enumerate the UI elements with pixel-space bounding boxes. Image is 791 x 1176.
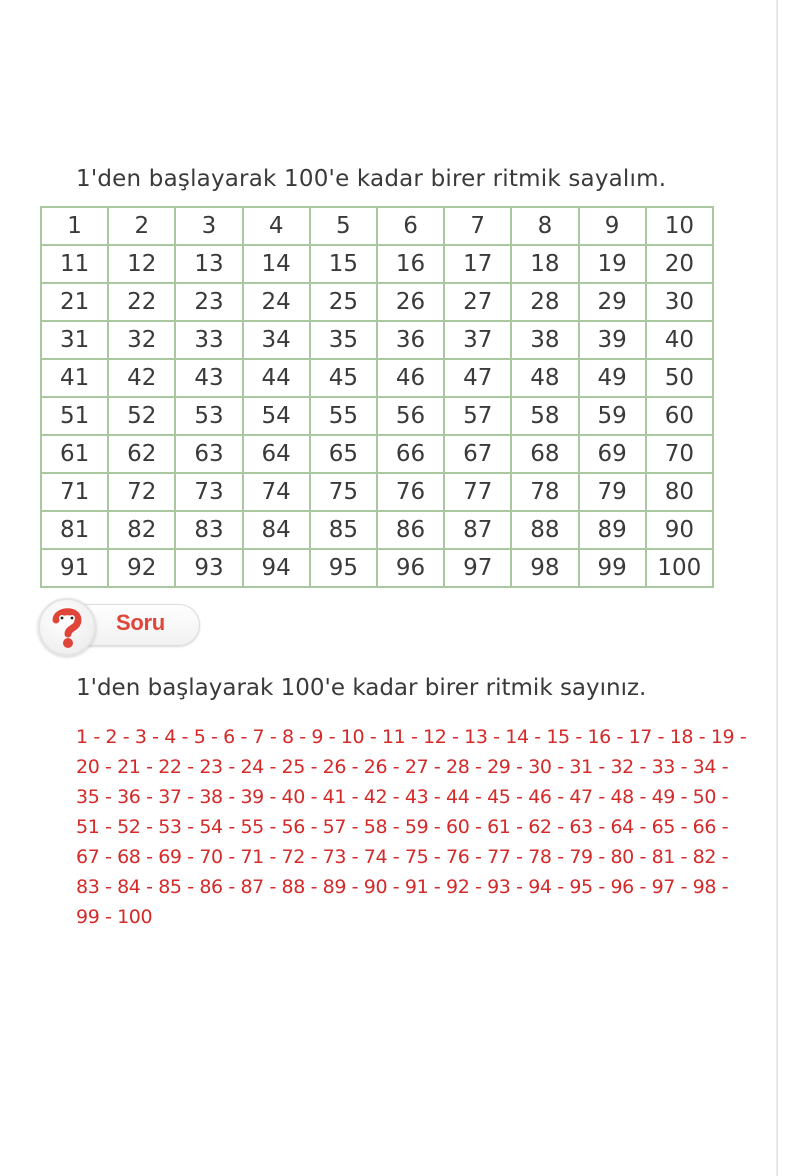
grid-cell: 45 xyxy=(310,359,377,397)
number-grid xyxy=(40,206,714,588)
answer-line: 20 - 21 - 22 - 23 - 24 - 25 - 26 - 26 - 27 - 28 - 29 - 30 - 31 - 32 - 33 - 34 - xyxy=(76,756,729,778)
grid-cell: 26 xyxy=(377,283,444,321)
grid-cell: 46 xyxy=(377,359,444,397)
grid-cell: 6 xyxy=(377,207,444,245)
question-text: 1'den başlayarak 100'e kadar birer ritmik sayınız. xyxy=(76,675,647,701)
grid-cell: 80 xyxy=(646,473,713,511)
grid-cell: 83 xyxy=(175,511,242,549)
grid-cell: 94 xyxy=(243,549,310,587)
grid-row xyxy=(41,473,713,511)
grid-cell: 69 xyxy=(579,435,646,473)
grid-cell: 49 xyxy=(579,359,646,397)
grid-cell: 73 xyxy=(175,473,242,511)
grid-cell: 54 xyxy=(243,397,310,435)
answer-text xyxy=(76,722,791,932)
grid-cell: 33 xyxy=(175,321,242,359)
grid-cell: 98 xyxy=(511,549,578,587)
grid-cell: 72 xyxy=(108,473,175,511)
grid-cell: 70 xyxy=(646,435,713,473)
grid-cell: 57 xyxy=(444,397,511,435)
page-edge xyxy=(776,0,778,1176)
grid-cell: 63 xyxy=(175,435,242,473)
grid-cell: 17 xyxy=(444,245,511,283)
grid-cell: 64 xyxy=(243,435,310,473)
grid-cell: 97 xyxy=(444,549,511,587)
grid-cell: 19 xyxy=(579,245,646,283)
grid-cell: 51 xyxy=(41,397,108,435)
grid-cell: 61 xyxy=(41,435,108,473)
grid-cell: 53 xyxy=(175,397,242,435)
grid-cell: 99 xyxy=(579,549,646,587)
answer-line: 35 - 36 - 37 - 38 - 39 - 40 - 41 - 42 - 43 - 44 - 45 - 46 - 47 - 48 - 49 - 50 - xyxy=(76,786,729,808)
grid-cell: 20 xyxy=(646,245,713,283)
grid-cell: 25 xyxy=(310,283,377,321)
grid-cell: 56 xyxy=(377,397,444,435)
grid-cell: 16 xyxy=(377,245,444,283)
grid-cell: 35 xyxy=(310,321,377,359)
grid-cell: 9 xyxy=(579,207,646,245)
grid-cell: 95 xyxy=(310,549,377,587)
grid-cell: 78 xyxy=(511,473,578,511)
grid-cell: 60 xyxy=(646,397,713,435)
grid-row xyxy=(41,321,713,359)
grid-cell: 52 xyxy=(108,397,175,435)
grid-cell: 66 xyxy=(377,435,444,473)
soru-badge xyxy=(38,598,200,652)
grid-cell: 1 xyxy=(41,207,108,245)
grid-cell: 55 xyxy=(310,397,377,435)
grid-row xyxy=(41,283,713,321)
grid-cell: 65 xyxy=(310,435,377,473)
grid-cell: 81 xyxy=(41,511,108,549)
grid-row xyxy=(41,511,713,549)
grid-cell: 29 xyxy=(579,283,646,321)
question-mascot-icon xyxy=(38,598,96,656)
grid-cell: 24 xyxy=(243,283,310,321)
grid-cell: 27 xyxy=(444,283,511,321)
grid-cell: 88 xyxy=(511,511,578,549)
grid-cell: 76 xyxy=(377,473,444,511)
page-heading: 1'den başlayarak 100'e kadar birer ritmik sayalım. xyxy=(76,166,667,192)
grid-row xyxy=(41,549,713,587)
answer-line: 1 - 2 - 3 - 4 - 5 - 6 - 7 - 8 - 9 - 10 - 11 - 12 - 13 - 14 - 15 - 16 - 17 - 18 - 19 - xyxy=(76,726,747,748)
grid-cell: 38 xyxy=(511,321,578,359)
grid-cell: 59 xyxy=(579,397,646,435)
grid-cell: 39 xyxy=(579,321,646,359)
grid-cell: 82 xyxy=(108,511,175,549)
grid-cell: 32 xyxy=(108,321,175,359)
grid-cell: 50 xyxy=(646,359,713,397)
grid-cell: 11 xyxy=(41,245,108,283)
answer-line: 83 - 84 - 85 - 86 - 87 - 88 - 89 - 90 - 91 - 92 - 93 - 94 - 95 - 96 - 97 - 98 - xyxy=(76,876,729,898)
grid-cell: 86 xyxy=(377,511,444,549)
grid-cell: 23 xyxy=(175,283,242,321)
grid-cell: 3 xyxy=(175,207,242,245)
grid-cell: 18 xyxy=(511,245,578,283)
grid-cell: 44 xyxy=(243,359,310,397)
grid-cell: 74 xyxy=(243,473,310,511)
grid-cell: 75 xyxy=(310,473,377,511)
grid-cell: 43 xyxy=(175,359,242,397)
grid-cell: 37 xyxy=(444,321,511,359)
grid-cell: 22 xyxy=(108,283,175,321)
grid-cell: 90 xyxy=(646,511,713,549)
grid-cell: 87 xyxy=(444,511,511,549)
grid-row xyxy=(41,245,713,283)
grid-row xyxy=(41,435,713,473)
grid-cell: 15 xyxy=(310,245,377,283)
answer-line: 67 - 68 - 69 - 70 - 71 - 72 - 73 - 74 - 75 - 76 - 77 - 78 - 79 - 80 - 81 - 82 - xyxy=(76,846,729,868)
grid-cell: 28 xyxy=(511,283,578,321)
grid-cell: 79 xyxy=(579,473,646,511)
grid-cell: 71 xyxy=(41,473,108,511)
answer-line: 51 - 52 - 53 - 54 - 55 - 56 - 57 - 58 - 59 - 60 - 61 - 62 - 63 - 64 - 65 - 66 - xyxy=(76,816,729,838)
grid-row xyxy=(41,397,713,435)
grid-cell: 12 xyxy=(108,245,175,283)
grid-cell: 93 xyxy=(175,549,242,587)
grid-cell: 67 xyxy=(444,435,511,473)
grid-cell: 100 xyxy=(646,549,713,587)
grid-row xyxy=(41,359,713,397)
grid-cell: 41 xyxy=(41,359,108,397)
grid-cell: 58 xyxy=(511,397,578,435)
grid-cell: 68 xyxy=(511,435,578,473)
grid-cell: 5 xyxy=(310,207,377,245)
grid-cell: 92 xyxy=(108,549,175,587)
grid-cell: 7 xyxy=(444,207,511,245)
grid-cell: 4 xyxy=(243,207,310,245)
grid-row xyxy=(41,207,713,245)
grid-cell: 48 xyxy=(511,359,578,397)
grid-cell: 13 xyxy=(175,245,242,283)
answer-line: 99 - 100 xyxy=(76,906,153,928)
grid-cell: 96 xyxy=(377,549,444,587)
grid-cell: 10 xyxy=(646,207,713,245)
grid-cell: 77 xyxy=(444,473,511,511)
grid-cell: 8 xyxy=(511,207,578,245)
grid-cell: 30 xyxy=(646,283,713,321)
grid-cell: 40 xyxy=(646,321,713,359)
grid-cell: 91 xyxy=(41,549,108,587)
grid-cell: 89 xyxy=(579,511,646,549)
grid-cell: 84 xyxy=(243,511,310,549)
grid-cell: 47 xyxy=(444,359,511,397)
soru-label: Soru xyxy=(116,610,165,635)
grid-cell: 42 xyxy=(108,359,175,397)
grid-cell: 21 xyxy=(41,283,108,321)
grid-cell: 14 xyxy=(243,245,310,283)
grid-cell: 62 xyxy=(108,435,175,473)
grid-cell: 36 xyxy=(377,321,444,359)
grid-cell: 31 xyxy=(41,321,108,359)
grid-cell: 85 xyxy=(310,511,377,549)
grid-cell: 2 xyxy=(108,207,175,245)
grid-cell: 34 xyxy=(243,321,310,359)
